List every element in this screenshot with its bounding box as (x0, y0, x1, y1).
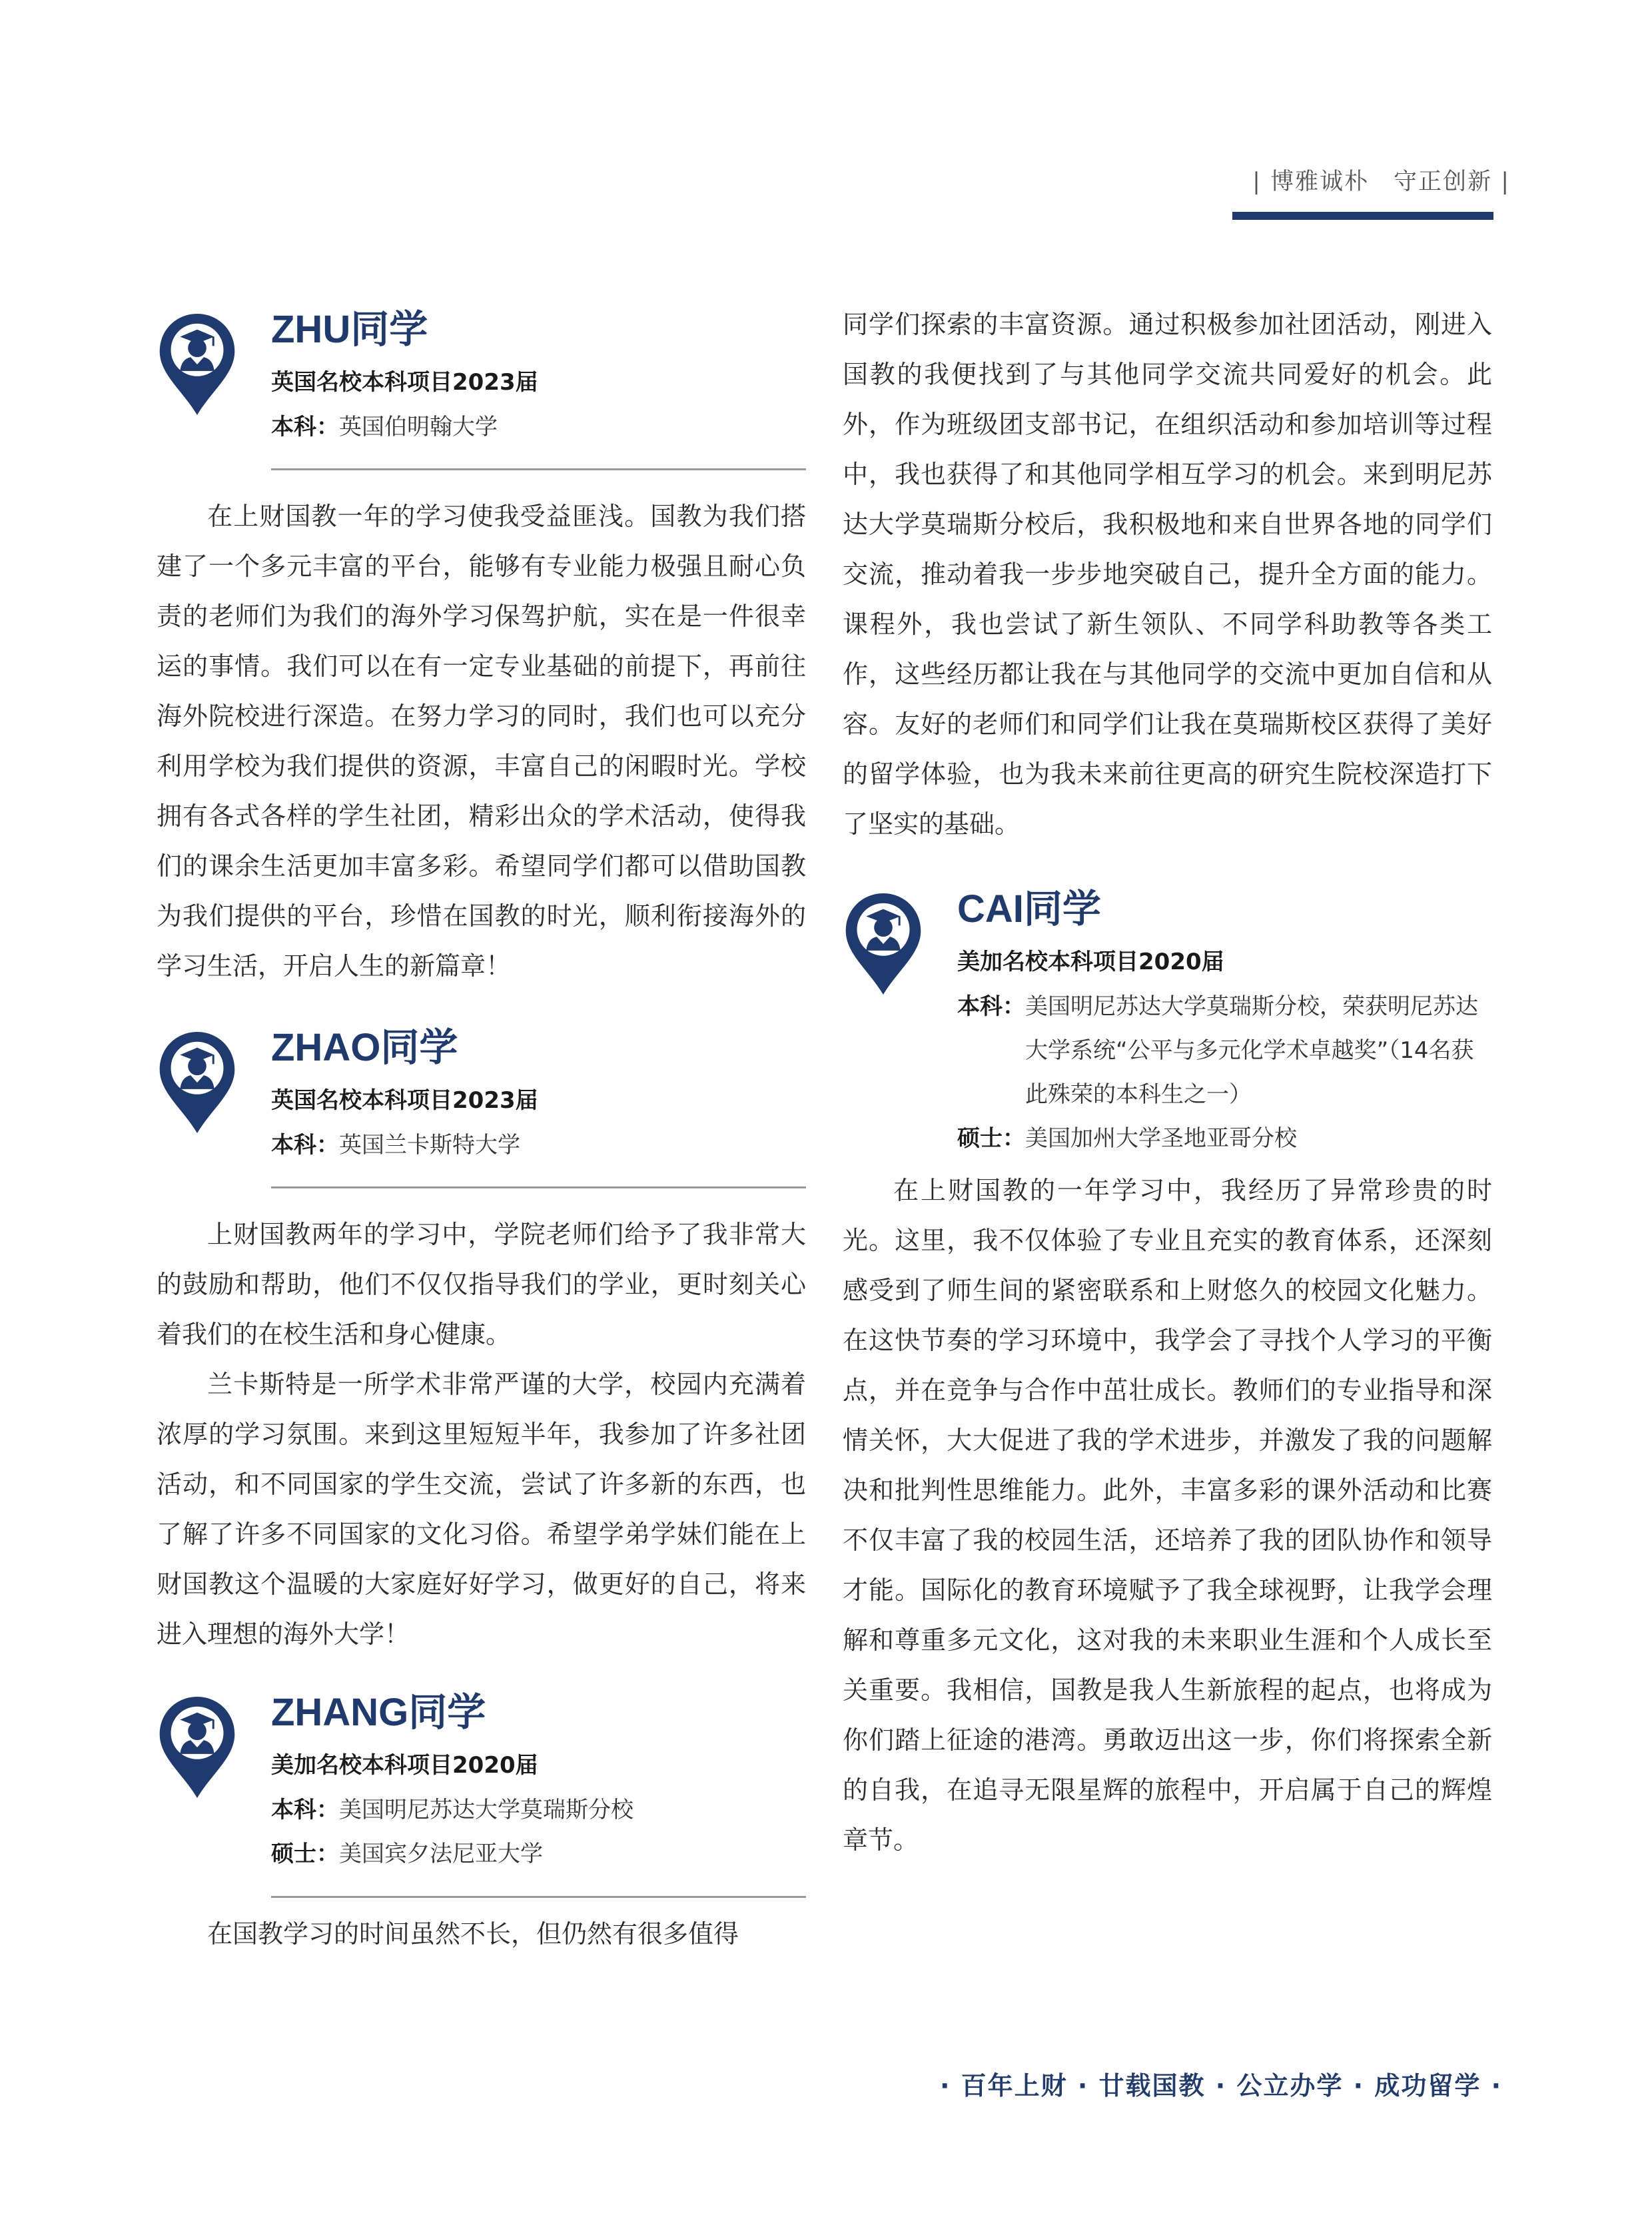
degree-label: 本科： (957, 993, 1025, 1020)
degree-value: 美国宾夕法尼亚大学 (339, 1841, 543, 1867)
profile-cai (843, 879, 1492, 1159)
graduate-location-pin-icon (157, 312, 238, 417)
student-name: ZHU同学 (271, 308, 428, 351)
footer-slogan: · 百年上财 · 廿载国教 · 公立办学 · 成功留学 · (939, 2071, 1502, 2100)
degree-row (957, 985, 1492, 1117)
student-name: CAI同学 (957, 887, 1101, 931)
profile-zhu (157, 300, 806, 460)
degree-label: 本科： (271, 414, 339, 440)
profile-zhang (157, 1683, 806, 1883)
profile-divider (271, 468, 806, 470)
testimonial-paragraph: 兰卡斯特是一所学术非常严谨的大学，校园内充满着浓厚的学习氛围。来到这里短短半年，我参加了许多社团活动，和不同国家的学生交流，尝试了许多新的东西，也了解了许多不同国家的文化习俗。希望学弟学妹们能在上财国教这个温暖的大家庭好好学习，做更好的自己，将来进入理想的海外大学！ (157, 1370, 806, 1649)
profile-info (271, 1683, 806, 1876)
degree-label: 本科： (271, 1132, 339, 1158)
header-accent-bar (1232, 212, 1493, 220)
degree-row (271, 1788, 806, 1832)
right-column (843, 300, 1492, 1865)
profile-divider (271, 1896, 806, 1898)
testimonial-paragraph: 在国教学习的时间虽然不长，但仍然有很多值得 (207, 1919, 739, 1949)
degree-value: 美国明尼苏达大学莫瑞斯分校 (339, 1797, 633, 1823)
header-motto: | 博雅诚朴 守正创新 | (1252, 169, 1510, 195)
degree-value: 英国伯明翰大学 (339, 414, 498, 440)
profile-zhao (157, 1018, 806, 1178)
degree-label: 硕士： (957, 1125, 1025, 1152)
testimonial-paragraph: 上财国教两年的学习中，学院老师们给予了我非常大的鼓励和帮助，他们不仅仅指导我们的学业，更时刻关心着我们的在校生活和身心健康。 (157, 1220, 806, 1349)
degree-row (271, 1832, 806, 1876)
degree-label: 硕士： (271, 1841, 339, 1867)
program-name: 美加名校本科项目2020届 (957, 949, 1224, 975)
degree-value: 美国加州大学圣地亚哥分校 (1025, 1125, 1297, 1152)
profile-info (957, 879, 1492, 1160)
degree-row (957, 1117, 1492, 1160)
testimonial-paragraph: 在上财国教一年的学习使我受益匪浅。国教为我们搭建了一个多元丰富的平台，能够有专业能力极强且耐心负责的老师们为我们的海外学习保驾护航，实在是一件很幸运的事情。我们可以在有一定专业基础的前提下，再前往海外院校进行深造。在努力学习的同时，我们也可以充分利用学校为我们提供的资源，丰富自己的闲暇时光。学校拥有各式各样的学生社团，精彩出众的学术活动，使得我们的课余生活更加丰富多彩。希望同学们都可以借助国教为我们提供的平台，珍惜在国教的时光，顺利衔接海外的学习生活，开启人生的新篇章！ (157, 502, 806, 981)
left-column (157, 300, 806, 1959)
degree-value: 英国兰卡斯特大学 (339, 1132, 520, 1158)
student-name: ZHAO同学 (271, 1026, 458, 1069)
program-name: 英国名校本科项目2023届 (271, 369, 538, 396)
profile-info (271, 300, 806, 449)
graduate-location-pin-icon (157, 1695, 238, 1800)
testimonial-paragraph-continued: 同学们探索的丰富资源。通过积极参加社团活动，刚进入国教的我便找到了与其他同学交流共同爱好的机会。此外，作为班级团支部书记，在组织活动和参加培训等过程中，我也获得了和其他同学相互学习的机会。来到明尼苏达大学莫瑞斯分校后，我积极地和来自世界各地的同学们交流，推动着我一步步地突破自己，提升全方面的能力。课程外，我也尝试了新生领队、不同学科助教等各类工作，这些经历都让我在与其他同学的交流中更加自信和从容。友好的老师们和同学们让我在莫瑞斯校区获得了美好的留学体验，也为我未来前往更高的研究生院校深造打下了坚实的基础。 (843, 310, 1492, 839)
testimonial-paragraph: 在上财国教的一年学习中，我经历了异常珍贵的时光。这里，我不仅体验了专业且充实的教育体系，还深刻感受到了师生间的紧密联系和上财悠久的校园文化魅力。在这快节奏的学习环境中，我学会了寻找个人学习的平衡点，并在竞争与合作中茁壮成长。教师们的专业指导和深情关怀，大大促进了我的学术进步，并激发了我的问题解决和批判性思维能力。此外，丰富多彩的课外活动和比赛不仅丰富了我的校园生活，还培养了我的团队协作和领导才能。国际化的教育环境赋予了我全球视野，让我学会理解和尊重多元文化，这对我的未来职业生涯和个人成长至关重要。我相信，国教是我人生新旅程的起点，也将成为你们踏上征途的港湾。勇敢迈出这一步，你们将探索全新的自我，在追寻无限星辉的旅程中，开启属于自己的辉煌章节。 (843, 1176, 1492, 1855)
degree-label: 本科： (271, 1797, 339, 1823)
degree-row (271, 405, 806, 449)
degree-value: 美国明尼苏达大学莫瑞斯分校，荣获明尼苏达大学系统“公平与多元化学术卓越奖”（14名获此殊荣的本科生之一） (1025, 993, 1478, 1108)
program-name: 英国名校本科项目2023届 (271, 1087, 538, 1114)
student-name: ZHANG同学 (271, 1691, 486, 1734)
profile-info (271, 1018, 806, 1167)
graduate-location-pin-icon (157, 1030, 238, 1135)
program-name: 美加名校本科项目2020届 (271, 1752, 538, 1779)
profile-divider (271, 1186, 806, 1188)
graduate-location-pin-icon (843, 891, 924, 997)
degree-row (271, 1123, 806, 1167)
